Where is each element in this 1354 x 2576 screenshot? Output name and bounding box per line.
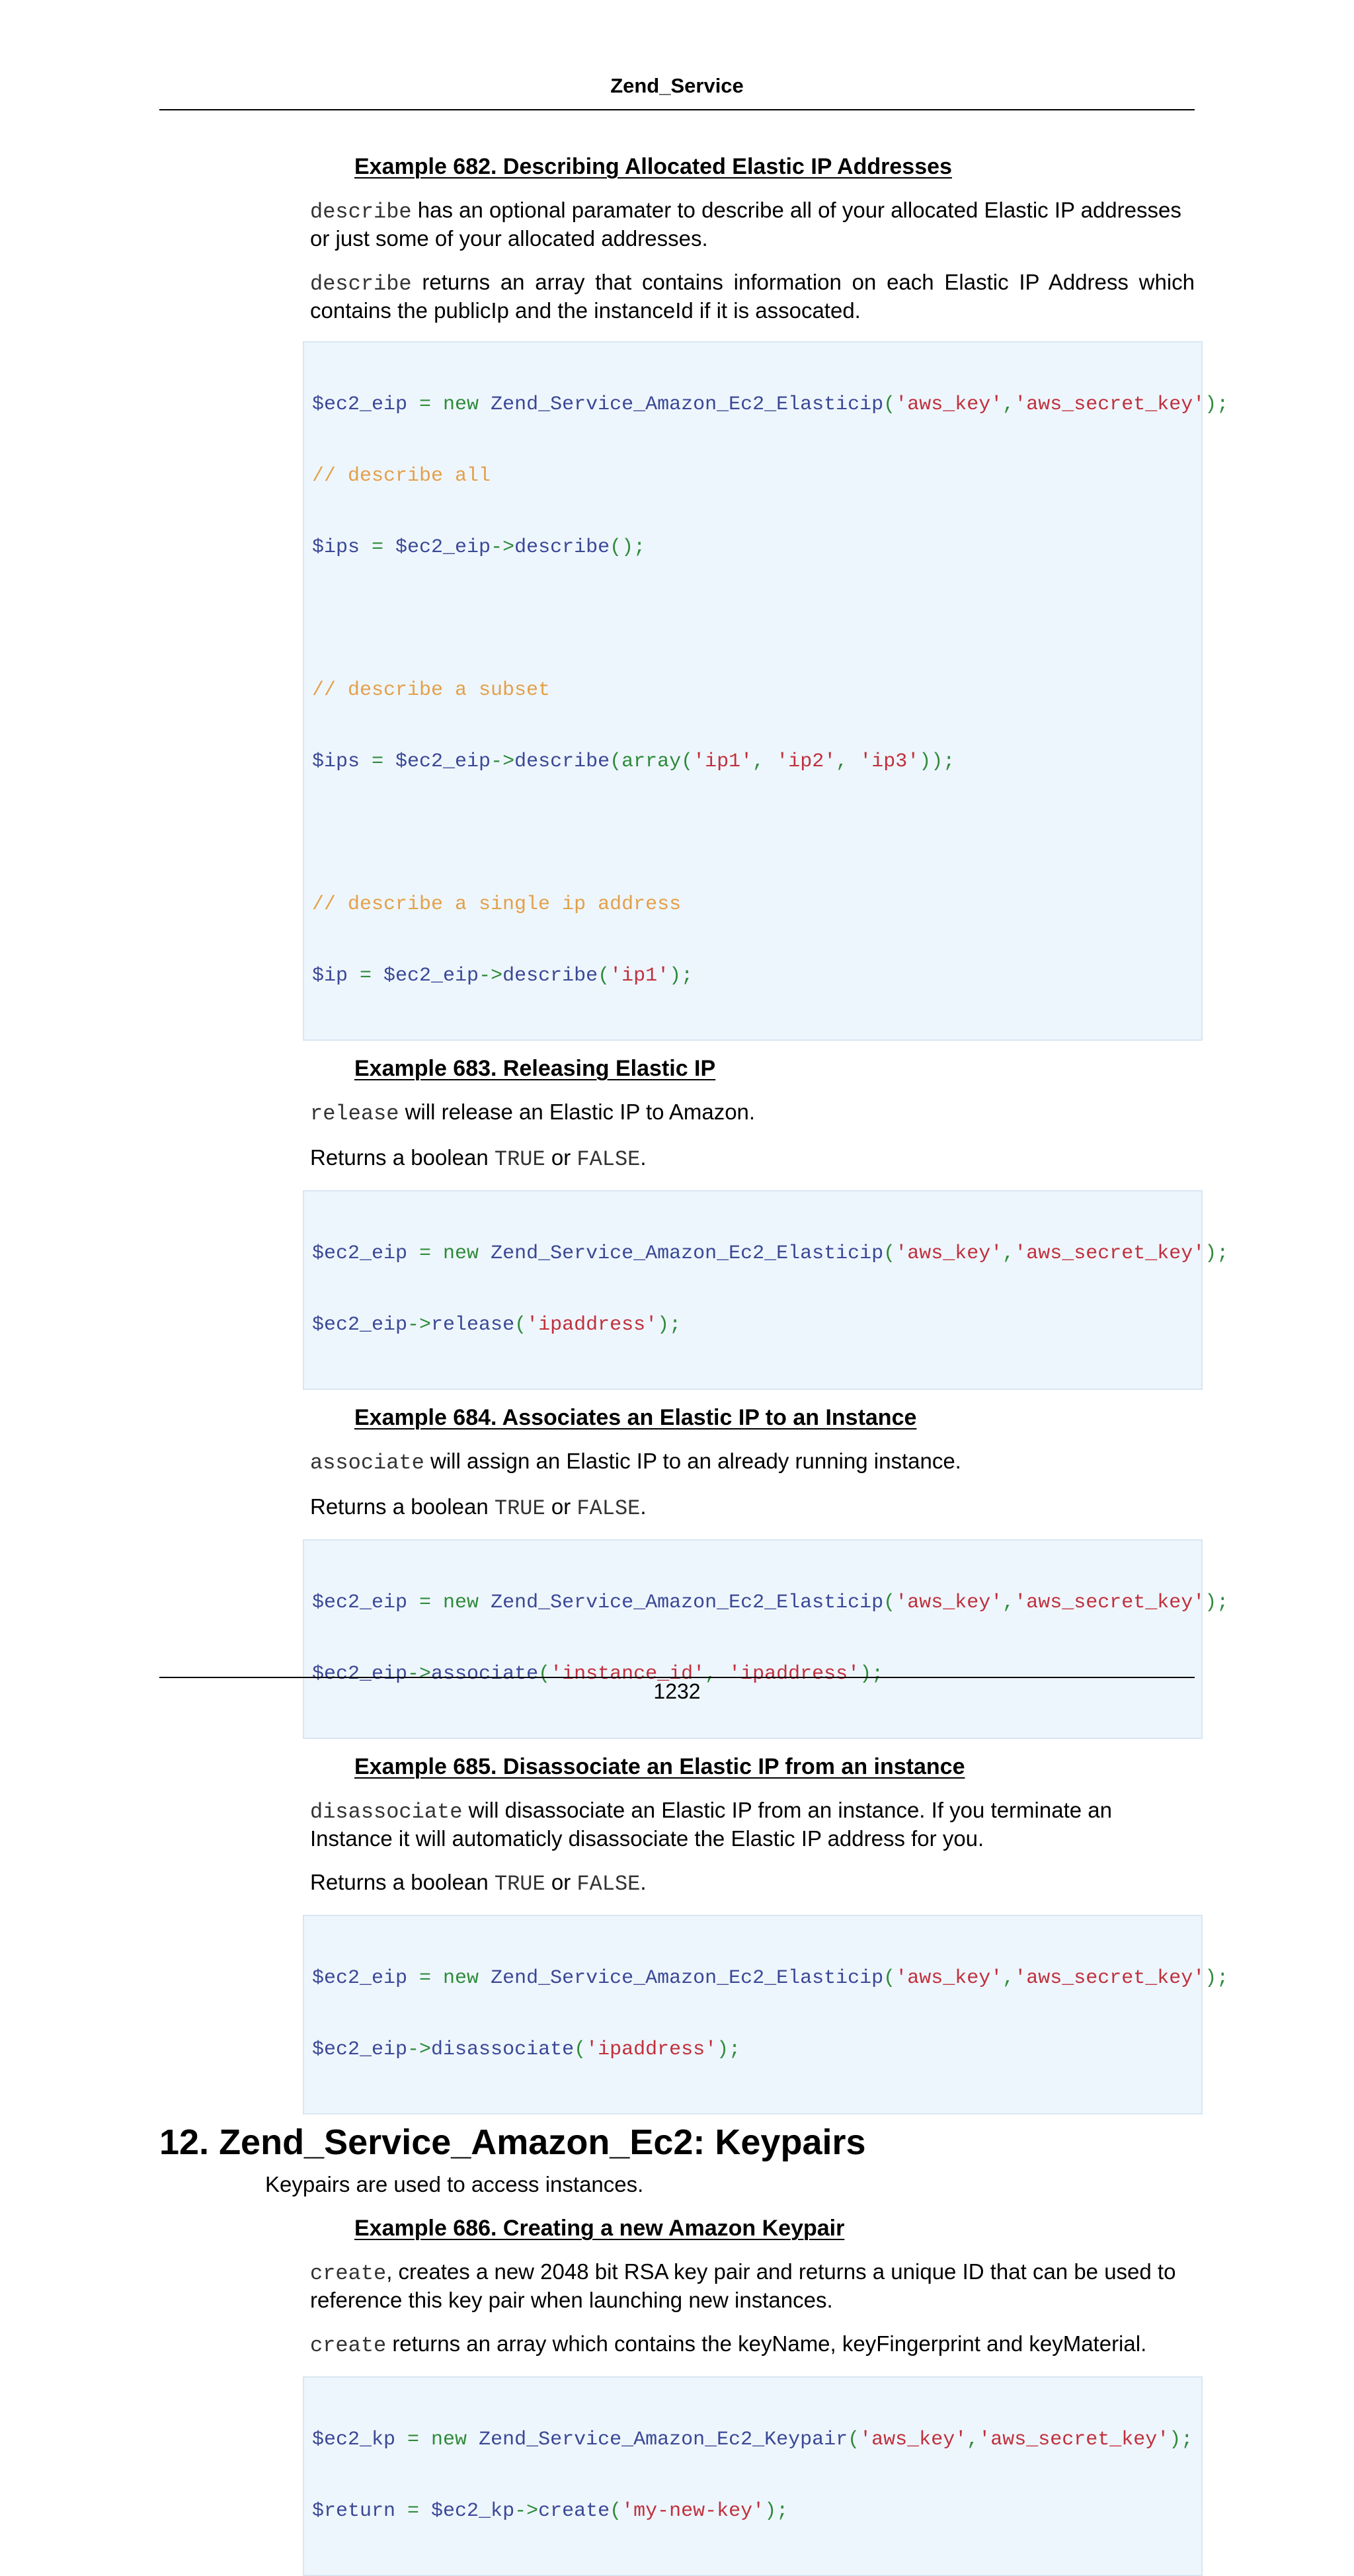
code-token: Zend_Service_Amazon_Ec2_Elasticip bbox=[479, 393, 884, 416]
code-token: , bbox=[1002, 1242, 1015, 1265]
code-line bbox=[312, 464, 1201, 488]
code-token: $ec2_kp bbox=[431, 2500, 515, 2522]
code-token: -> bbox=[491, 750, 515, 773]
code-token: 'ipaddress' bbox=[729, 1663, 860, 1685]
code-token: ( bbox=[883, 1591, 896, 1614]
code-token: = bbox=[395, 2429, 432, 2451]
example-683-paragraph-2 bbox=[310, 1145, 1195, 1173]
paragraph-text: or bbox=[545, 1494, 577, 1519]
code-token: describe bbox=[502, 965, 598, 987]
example-686-code-block bbox=[303, 2376, 1203, 2576]
code-token: new bbox=[443, 393, 479, 416]
code-token: ( bbox=[574, 2038, 586, 2061]
code-token: 'aws_secret_key' bbox=[978, 2429, 1170, 2451]
code-token: Zend_Service_Amazon_Ec2_Elasticip bbox=[479, 1967, 884, 1990]
paragraph-text: returns an array which contains the keyName, keyFingerprint and keyMaterial. bbox=[386, 2331, 1147, 2356]
inline-code: FALSE bbox=[577, 1147, 641, 1172]
code-token: , bbox=[705, 1663, 729, 1685]
example-684-code-block bbox=[303, 1539, 1229, 1739]
example-683-code-block bbox=[303, 1190, 1229, 1390]
inline-code: create bbox=[310, 2261, 387, 2286]
code-token: $ec2_eip bbox=[312, 1242, 408, 1265]
code-line bbox=[312, 964, 1201, 988]
inline-code: associate bbox=[310, 1451, 424, 1475]
code-token: $ec2_eip bbox=[312, 1591, 408, 1614]
code-token: ); bbox=[669, 965, 694, 987]
code-token: 'ip1' bbox=[693, 750, 753, 773]
example-685-title: Example 685. Disassociate an Elastic IP from an instance bbox=[354, 1754, 965, 1779]
code-token: ( bbox=[848, 2429, 860, 2451]
inline-code: TRUE bbox=[494, 1872, 545, 1896]
code-token: 'aws_key' bbox=[859, 2429, 967, 2451]
code-token: ); bbox=[1169, 2429, 1193, 2451]
code-line bbox=[312, 750, 1201, 774]
code-token: , bbox=[1002, 393, 1015, 416]
code-token: 'aws_key' bbox=[895, 1591, 1003, 1614]
code-token: 'aws_key' bbox=[895, 1242, 1003, 1265]
code-token: ( bbox=[883, 393, 896, 416]
paragraph-text: or bbox=[545, 1145, 577, 1170]
inline-code: describe bbox=[310, 272, 412, 296]
code-line bbox=[312, 1591, 1229, 1615]
code-token: release bbox=[431, 1314, 515, 1336]
code-token: $ec2_eip bbox=[383, 965, 479, 987]
code-token: disassociate bbox=[431, 2038, 575, 2061]
code-token: -> bbox=[491, 536, 515, 559]
example-685-paragraph-1 bbox=[310, 1797, 1195, 1852]
code-token: $ec2_eip bbox=[312, 1663, 408, 1685]
inline-code: release bbox=[310, 1102, 399, 1126]
inline-code: describe bbox=[310, 200, 412, 224]
code-token: ( bbox=[538, 1663, 551, 1685]
code-token: ( bbox=[883, 1242, 896, 1265]
code-token: )); bbox=[919, 750, 955, 773]
code-token: 'aws_secret_key' bbox=[1014, 1967, 1205, 1990]
example-686-paragraph-2 bbox=[310, 2331, 1195, 2359]
paragraph-text: Returns a boolean bbox=[310, 1870, 495, 1894]
inline-code: TRUE bbox=[494, 1496, 545, 1521]
code-token: ); bbox=[1205, 393, 1229, 416]
code-token: $ec2_kp bbox=[312, 2429, 396, 2451]
paragraph-text: has an optional paramater to describe all of your allocated Elastic IP addresses or just some of your allocated addresses. bbox=[310, 198, 1181, 251]
inline-code: FALSE bbox=[577, 1496, 641, 1521]
code-line bbox=[312, 893, 1201, 916]
code-token: array bbox=[621, 750, 682, 773]
example-682-code-block bbox=[303, 341, 1229, 1041]
code-token: ( bbox=[610, 750, 622, 773]
code-line bbox=[312, 1242, 1229, 1266]
code-token: ); bbox=[764, 2500, 789, 2522]
example-684-paragraph-2 bbox=[310, 1494, 1195, 1522]
example-682-paragraph-2 bbox=[310, 269, 1195, 324]
code-token: -> bbox=[407, 1314, 432, 1336]
paragraph-text: Returns a boolean bbox=[310, 1145, 495, 1170]
example-686-title: Example 686. Creating a new Amazon Keypair bbox=[354, 2216, 845, 2241]
section-heading: 12. Zend_Service_Amazon_Ec2: Keypairs bbox=[159, 2122, 866, 2162]
code-token: = bbox=[348, 965, 384, 987]
code-token: -> bbox=[514, 2500, 539, 2522]
code-token: 'aws_secret_key' bbox=[1014, 1591, 1205, 1614]
code-token: ( bbox=[883, 1967, 896, 1990]
page-content bbox=[159, 153, 1229, 2576]
code-token: = bbox=[395, 2500, 432, 2522]
code-token: Zend_Service_Amazon_Ec2_Elasticip bbox=[479, 1242, 884, 1265]
code-token: -> bbox=[479, 965, 503, 987]
code-token: = bbox=[360, 536, 396, 559]
code-token: new bbox=[431, 2429, 467, 2451]
code-token: = bbox=[360, 750, 396, 773]
code-token: 'instance_id' bbox=[550, 1663, 705, 1685]
code-token: $return bbox=[312, 2500, 396, 2522]
code-token: ); bbox=[1205, 1242, 1229, 1265]
example-683-paragraph-1 bbox=[310, 1099, 1195, 1127]
example-683-title: Example 683. Releasing Elastic IP bbox=[354, 1056, 716, 1081]
inline-code: create bbox=[310, 2333, 387, 2358]
header-rule bbox=[159, 109, 1195, 110]
footer-rule bbox=[159, 1677, 1195, 1678]
example-685-paragraph-2 bbox=[310, 1869, 1195, 1898]
code-token: $ip bbox=[312, 965, 348, 987]
code-token: ( bbox=[598, 965, 610, 987]
code-token: create bbox=[538, 2500, 610, 2522]
code-token: 'aws_key' bbox=[895, 1967, 1003, 1990]
code-token: , bbox=[967, 2429, 979, 2451]
code-line bbox=[312, 536, 1201, 559]
paragraph-text: will disassociate an Elastic IP from an instance. If you terminate an Instance it will automaticly disassociate the Elastic IP address for you. bbox=[310, 1798, 1112, 1851]
code-line bbox=[312, 678, 1201, 702]
code-token: -> bbox=[407, 2038, 432, 2061]
example-682-title: Example 682. Describing Allocated Elastic IP Addresses bbox=[354, 154, 952, 179]
code-token: $ec2_eip bbox=[312, 393, 408, 416]
code-line bbox=[312, 2038, 1201, 2062]
code-token: $ec2_eip bbox=[395, 750, 491, 773]
example-684-title: Example 684. Associates an Elastic IP to an Instance bbox=[354, 1405, 917, 1430]
code-token: ( bbox=[681, 750, 694, 773]
inline-code: disassociate bbox=[310, 1800, 463, 1824]
code-token: Zend_Service_Amazon_Ec2_Elasticip bbox=[479, 1591, 884, 1614]
code-token: 'aws_secret_key' bbox=[1014, 1242, 1205, 1265]
code-comment: // describe all bbox=[312, 465, 491, 487]
code-token: ); bbox=[1205, 1591, 1229, 1614]
running-header: Zend_Service bbox=[610, 74, 744, 97]
code-line-blank bbox=[312, 607, 1201, 631]
code-token: $ec2_eip bbox=[395, 536, 491, 559]
code-token: = bbox=[407, 1967, 444, 1990]
code-token: 'ipaddress' bbox=[526, 1314, 658, 1336]
code-line bbox=[312, 1966, 1229, 1990]
code-line bbox=[312, 1313, 1201, 1337]
code-token: 'my-new-key' bbox=[621, 2500, 765, 2522]
paragraph-text: Returns a boolean bbox=[310, 1494, 495, 1519]
code-token: ); bbox=[1205, 1967, 1229, 1990]
code-token: describe bbox=[514, 536, 610, 559]
code-token: $ec2_eip bbox=[312, 1314, 408, 1336]
inline-code: TRUE bbox=[494, 1147, 545, 1172]
code-token: new bbox=[443, 1967, 479, 1990]
section-intro: Keypairs are used to access instances. bbox=[265, 2172, 644, 2196]
inline-code: FALSE bbox=[577, 1872, 641, 1896]
code-token: , bbox=[1002, 1967, 1015, 1990]
code-token: , bbox=[752, 750, 777, 773]
example-686-paragraph-1 bbox=[310, 2259, 1195, 2314]
code-token: = bbox=[407, 1242, 444, 1265]
code-token: describe bbox=[514, 750, 610, 773]
code-token: = bbox=[407, 1591, 444, 1614]
code-comment: // describe a subset bbox=[312, 679, 551, 702]
paragraph-text: . bbox=[640, 1145, 647, 1170]
code-token: 'aws_key' bbox=[895, 393, 1003, 416]
paragraph-text: will assign an Elastic IP to an already running instance. bbox=[424, 1449, 961, 1473]
code-token: $ips bbox=[312, 750, 360, 773]
code-token: = bbox=[407, 393, 444, 416]
code-token: $ips bbox=[312, 536, 360, 559]
code-token: , bbox=[836, 750, 860, 773]
code-token: 'aws_secret_key' bbox=[1014, 393, 1205, 416]
example-684-paragraph-1 bbox=[310, 1448, 1195, 1476]
code-token: new bbox=[443, 1242, 479, 1265]
code-token: new bbox=[443, 1591, 479, 1614]
code-token: ); bbox=[657, 1314, 682, 1336]
code-token: associate bbox=[431, 1663, 539, 1685]
example-682-paragraph-1 bbox=[310, 197, 1195, 252]
code-line bbox=[312, 2428, 1201, 2452]
paragraph-text: or bbox=[545, 1870, 577, 1894]
code-token: (); bbox=[610, 536, 646, 559]
example-685-code-block bbox=[303, 1915, 1229, 2114]
code-token: ); bbox=[859, 1663, 884, 1685]
paragraph-text: , creates a new 2048 bit RSA key pair and returns a unique ID that can be used to reference this key pair when launching new instances. bbox=[310, 2259, 1176, 2312]
page-number: 1232 bbox=[653, 1679, 701, 1703]
code-comment: // describe a single ip address bbox=[312, 893, 682, 916]
code-token: ); bbox=[717, 2038, 741, 2061]
code-token: ( bbox=[514, 1314, 527, 1336]
paragraph-text: . bbox=[640, 1494, 647, 1519]
code-line-blank bbox=[312, 821, 1201, 845]
paragraph-text: returns an array that contains information on each Elastic IP Address which contains the publicIp and the instanceId if it is assocated. bbox=[310, 270, 1195, 323]
code-token: $ec2_eip bbox=[312, 2038, 408, 2061]
paragraph-text: . bbox=[640, 1870, 647, 1894]
code-token: 'ip1' bbox=[610, 965, 670, 987]
paragraph-text: will release an Elastic IP to Amazon. bbox=[399, 1100, 756, 1124]
code-token: 'ip3' bbox=[859, 750, 920, 773]
code-token: $ec2_eip bbox=[312, 1967, 408, 1990]
code-line bbox=[312, 393, 1229, 417]
code-token: -> bbox=[407, 1663, 432, 1685]
code-token: Zend_Service_Amazon_Ec2_Keypair bbox=[467, 2429, 848, 2451]
code-token: ( bbox=[610, 2500, 622, 2522]
code-line bbox=[312, 2499, 1201, 2523]
code-token: 'ipaddress' bbox=[586, 2038, 717, 2061]
code-token: , bbox=[1002, 1591, 1015, 1614]
code-token: 'ip2' bbox=[776, 750, 836, 773]
